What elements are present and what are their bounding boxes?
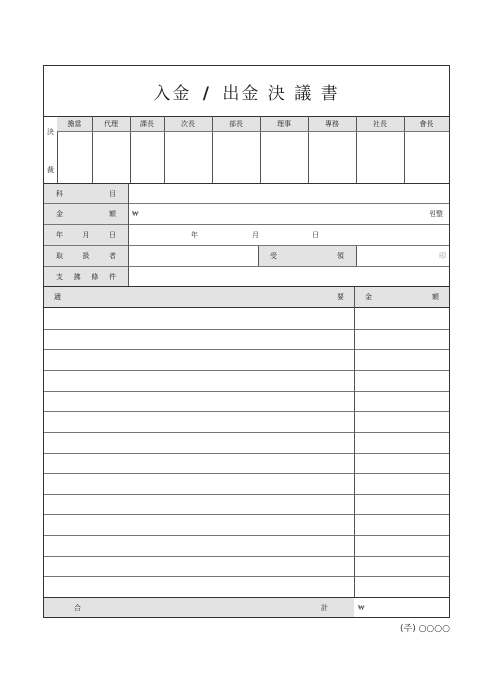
table-row[interactable] [44, 370, 354, 391]
header-char: 適 [54, 293, 61, 301]
table-row-amount[interactable] [355, 329, 449, 350]
label-char: 扱 [82, 252, 90, 260]
table-row[interactable] [44, 411, 354, 432]
table-row[interactable] [44, 308, 354, 329]
table-row[interactable] [44, 453, 354, 474]
row-line [44, 494, 449, 495]
row-line [44, 349, 449, 350]
row-line [44, 329, 449, 330]
amount-unit: 원整 [429, 210, 443, 218]
table-row[interactable] [44, 473, 354, 494]
col-line [258, 246, 259, 266]
total-char: 計 [321, 603, 328, 612]
table-row[interactable] [44, 535, 354, 556]
title-part-deposit: 入金 [153, 83, 192, 104]
table-row-amount[interactable] [355, 370, 449, 391]
table-row[interactable] [44, 556, 354, 577]
field-label-handler [44, 246, 128, 266]
label-char: 支 [56, 272, 63, 281]
row-line [44, 576, 449, 577]
title-row [44, 66, 449, 117]
field-label-receiver [258, 246, 356, 266]
label-char: 日 [109, 231, 116, 239]
table-row-amount[interactable] [355, 514, 449, 535]
table-header-amount [355, 287, 449, 307]
row-line [44, 391, 449, 392]
table-row-amount[interactable] [355, 473, 449, 494]
header-char: 額 [432, 293, 439, 301]
total-amount-input[interactable] [355, 598, 449, 617]
approval-signature-box[interactable] [57, 132, 92, 183]
label-char: 條 [91, 272, 99, 281]
approval-side-label-top: 決 [47, 128, 54, 136]
approval-col-line [356, 116, 357, 183]
field-label-amount [44, 204, 128, 224]
date-day-label: 日 [312, 231, 319, 239]
approval-role-label: 會長 [404, 117, 449, 131]
currency-symbol: ₩ [132, 210, 139, 218]
row-line [44, 370, 449, 371]
approval-role-label: 代理 [92, 117, 130, 131]
approval-col-line [164, 116, 165, 183]
approval-role-label: 課長 [130, 117, 164, 131]
date-year-label: 年 [191, 231, 198, 239]
row-line [44, 514, 449, 515]
table-row-amount[interactable] [355, 349, 449, 370]
table-row-amount[interactable] [355, 308, 449, 329]
label-char: 額 [109, 210, 116, 218]
approval-side-label-bottom: 裁 [47, 166, 54, 174]
table-row[interactable] [44, 391, 354, 412]
approval-col-line [260, 116, 261, 183]
total-label [44, 598, 354, 617]
approval-signature-box[interactable] [356, 132, 404, 183]
title-slash: / [202, 83, 211, 104]
seal-mark: 印 [439, 252, 446, 260]
table-row-amount[interactable] [355, 535, 449, 556]
field-label-account [44, 184, 128, 203]
row-line [44, 473, 449, 474]
label-char: 年 [56, 231, 63, 239]
currency-symbol: ₩ [358, 603, 365, 612]
table-header-description [44, 287, 354, 307]
row-line [44, 411, 449, 412]
header-char: 要 [337, 293, 344, 301]
row-line [44, 535, 449, 536]
account-input[interactable] [129, 184, 449, 203]
approval-signature-box[interactable] [164, 132, 212, 183]
label-char: 金 [56, 210, 63, 218]
label-col-line [128, 184, 129, 286]
approval-signature-box[interactable] [212, 132, 260, 183]
label-char: 拂 [73, 272, 81, 281]
table-row-amount[interactable] [355, 391, 449, 412]
approval-col-line [92, 116, 93, 183]
table-row-amount[interactable] [355, 576, 449, 597]
amount-col-line [354, 287, 355, 598]
label-char: 取 [56, 252, 63, 260]
approval-col-line [130, 116, 131, 183]
approval-signature-box[interactable] [130, 132, 164, 183]
label-char: 月 [82, 231, 90, 239]
table-row[interactable] [44, 329, 354, 350]
table-row-amount[interactable] [355, 556, 449, 577]
company-footer: (주) ○○○○ [400, 624, 450, 634]
approval-col-line [404, 116, 405, 183]
approval-role-label: 次長 [164, 117, 212, 131]
table-row[interactable] [44, 514, 354, 535]
table-row[interactable] [44, 576, 354, 597]
approval-header-line [57, 131, 449, 132]
date-month-label: 月 [252, 231, 259, 239]
row-line [44, 556, 449, 557]
decision-form [43, 65, 450, 618]
header-char: 金 [365, 293, 372, 301]
handler-input[interactable] [129, 246, 258, 266]
col-line [356, 246, 357, 266]
approval-signature-box[interactable] [308, 132, 356, 183]
approval-role-label: 擔當 [57, 117, 92, 131]
approval-col-line [212, 116, 213, 183]
approval-role-label: 部長 [212, 117, 260, 131]
label-char: 科 [56, 189, 63, 198]
receiver-input[interactable] [357, 246, 449, 266]
field-label-date [44, 225, 128, 245]
label-char: 者 [109, 252, 116, 260]
field-label-payment [44, 267, 128, 286]
date-input[interactable] [129, 225, 449, 245]
title-part-withdrawal: 出金 決 議 書 [222, 83, 340, 104]
table-row-amount[interactable] [355, 432, 449, 453]
approval-col-line [308, 116, 309, 183]
approval-signature-box[interactable] [260, 132, 308, 183]
approval-role-label: 專務 [308, 117, 356, 131]
payment-terms-input[interactable] [129, 267, 449, 286]
table-row-amount[interactable] [355, 411, 449, 432]
label-char: 目 [109, 189, 116, 198]
table-row-amount[interactable] [355, 494, 449, 515]
approval-signature-box[interactable] [92, 132, 130, 183]
row-line [44, 432, 449, 433]
table-row[interactable] [44, 349, 354, 370]
approval-role-label: 社長 [356, 117, 404, 131]
amount-input[interactable] [129, 204, 449, 224]
page-title [153, 79, 339, 104]
label-char: 領 [337, 252, 344, 260]
table-row[interactable] [44, 432, 354, 453]
total-char: 合 [74, 603, 81, 612]
label-char: 受 [270, 252, 277, 260]
table-row-amount[interactable] [355, 453, 449, 474]
table-row[interactable] [44, 494, 354, 515]
label-char: 件 [108, 272, 116, 281]
approval-signature-box[interactable] [404, 132, 449, 183]
row-line [44, 453, 449, 454]
approval-role-label: 理事 [260, 117, 308, 131]
